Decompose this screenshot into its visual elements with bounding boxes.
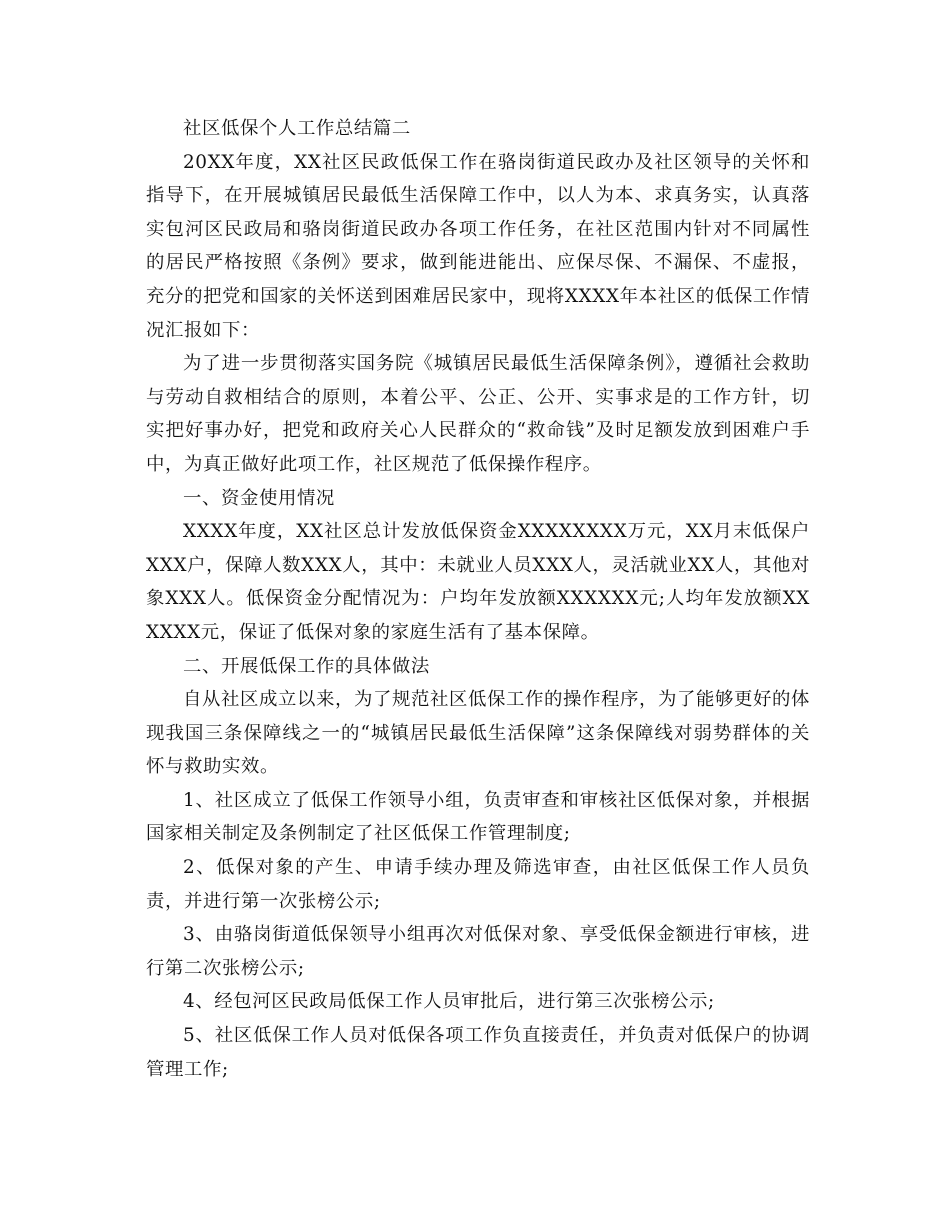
list-item-5: 5、社区低保工作人员对低保各项工作负直接责任，并负责对低保户的协调管理工作; — [146, 1025, 810, 1080]
section1-paragraph: XXXX年度，XX社区总计发放低保资金XXXXXXXX万元，XX月末低保户XXX户，保障人数XXX人，其中：未就业人员XXX人，灵活就业XX人，其他对象XXX人。低保资金分配情况为：户均年发放额XXXXXX元;人均年发放额XXXXXX元，保证了低保对象的家庭生活有了基本保障。 — [146, 521, 810, 643]
purpose-paragraph: 为了进一步贯彻落实国务院《城镇居民最低生活保障条例》，遵循社会救助与劳动自救相结合的原则，本着公平、公正、公开、实事求是的工作方针，切实把好事办好，把党和政府关心人民群众的“救命钱”及时足额发放到困难户手中，为真正做好此项工作，社区规范了低保操作程序。 — [146, 353, 810, 475]
list-item-2: 2、低保对象的产生、申请手续办理及筛选审查，由社区低保工作人员负责，并进行第一次张榜公示; — [146, 857, 810, 912]
list-item-3: 3、由骆岗街道低保领导小组再次对低保对象、享受低保金额进行审核，进行第二次张榜公示; — [146, 924, 810, 979]
list-item-1: 1、社区成立了低保工作领导小组，负责审查和审核社区低保对象，并根据国家相关制定及条例制定了社区低保工作管理制度; — [146, 789, 810, 845]
section2-heading: 二、开展低保工作的具体做法 — [183, 655, 430, 677]
intro-paragraph: 20XX年度，XX社区民政低保工作在骆岗街道民政办及社区领导的关怀和指导下，在开展城镇居民最低生活保障工作中，以人为本、求真务实，认真落实包河区民政局和骆岗街道民政办各项工作任务，在社区范围内针对不同属性的居民严格按照《条例》要求，做到能进能出、应保尽保、不漏保、不虚报，充分的把党和国家的关怀送到困难居民家中，现将XXXX年本社区的低保工作情况汇报如下： — [146, 151, 810, 341]
document-page — [146, 112, 810, 1086]
document-title: 社区低保个人工作总结篇二 — [183, 118, 411, 139]
section1-heading: 一、资金使用情况 — [183, 487, 335, 509]
section2-intro-paragraph: 自从社区成立以来，为了规范社区低保工作的操作程序，为了能够更好的体现我国三条保障线之一的“城镇居民最低生活保障”这条保障线对弱势群体的关怀与救助实效。 — [146, 689, 810, 778]
list-item-4: 4、经包河区民政局低保工作人员审批后，进行第三次张榜公示; — [183, 991, 715, 1013]
